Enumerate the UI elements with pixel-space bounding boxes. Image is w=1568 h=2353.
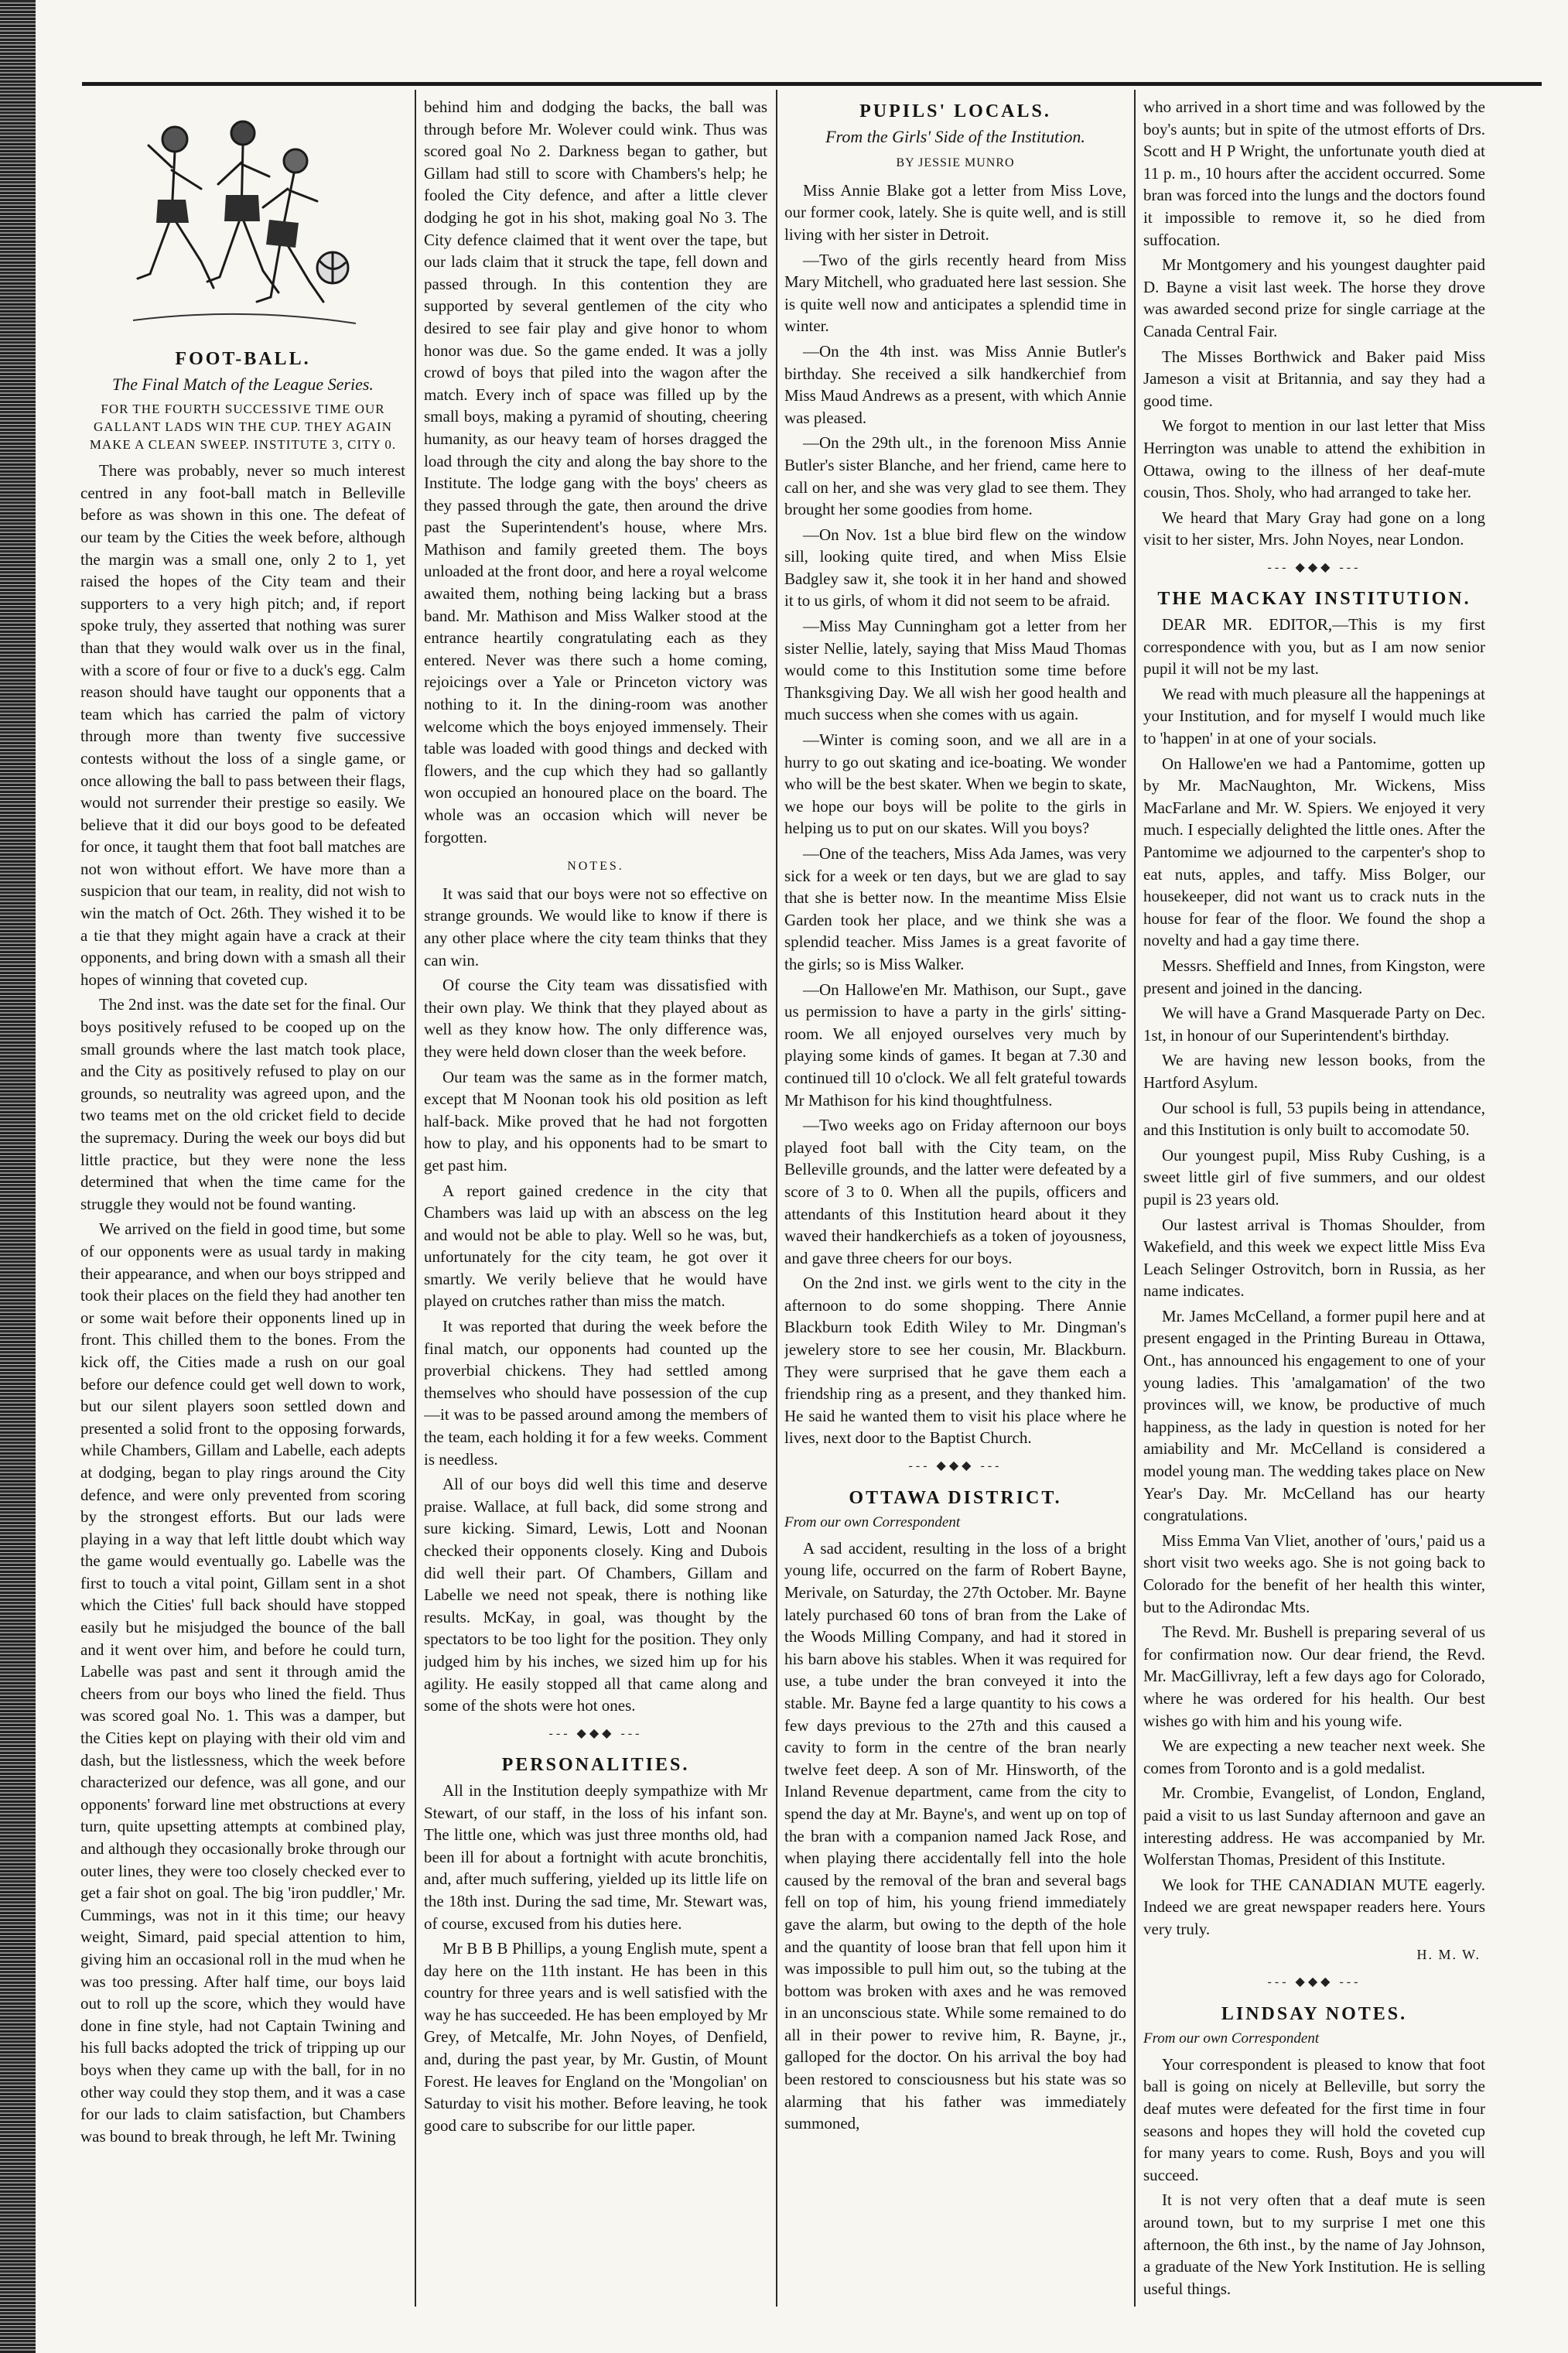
column-rule-1: [415, 90, 416, 2307]
section-ornament: --- ◆◆◆ ---: [1267, 560, 1361, 574]
section-ornament: --- ◆◆◆ ---: [1267, 1975, 1361, 1989]
locals-para-8: —One of the teachers, Miss Ada James, was very sick for a week or ten days, but we are glad to say that she is better now. In the meantime Miss Elsie Garden took her place, and we think she was a splendid teacher. Miss James is a great favorite of the girls; so is Miss Walker.: [784, 844, 1126, 973]
ottawa-para-2: Mr Montgomery and his youngest daughter paid D. Bayne a visit last week. The horse they drove was awarded second prize for single carriage at the Canada Central Fair.: [1143, 255, 1485, 340]
locals-para-4: —On the 29th ult., in the forenoon Miss Annie Butler's sister Blanche, and her friend, came here to call on her, and she was very glad to see them. They brought her some goodies from home.: [784, 433, 1126, 519]
pupils-locals-subhead: From the Girls' Side of the Institution.: [825, 126, 1085, 146]
locals-para-5: —On Nov. 1st a blue bird flew on the window sill, looking quite tired, and when Miss Elsie Badgley saw it, she took it in her hand and showed it to us girls, of whom it did not seem to be afraid.: [784, 525, 1126, 610]
column-3: [784, 96, 1126, 2307]
column-rule-3: [1134, 90, 1136, 2307]
mackay-para-2: We read with much pleasure all the happenings at your Institution, and for myself I would much like to 'happen' in at one of your socials.: [1143, 684, 1485, 748]
notes-para-2: Of course the City team was dissatisfied with their own play. We think that they played about as well as they know how. The only difference was, they were held down closer than the week before.: [424, 976, 767, 1061]
ottawa-para-1: A sad accident, resulting in the loss of a bright young life, occurred on the farm of Robert Bayne, Merivale, on Saturday, the 27th October. Mr. Bayne lately purchased 60 tons of bran from the Lake of the Woods Milling Company, and had it stored in his barn above his stables. When it was required for use, a tube under the bran conveyed it into the stable. Mr. Bayne fed a large quantity to his cows a few days previous to the 27th and this caused a cavity to form in the centre of the bran nearly twelve feet deep. A son of Mr. Hinsworth, of the Inland Revenue department, came from the city to spend the day at Mr. Bayne's, and went up on top of the bran with a companion named Jack Rose, and when playing there accidentally fell into the hole caused by the removal of the bran and several bags fell on top of him, his young friend immediately gave the alarm, but owing to the depth of the hole and the quantity of loose bran that fell upon him it was impossible to pull him out, so the tubing at the bottom was broken with axes and he was removed in an unconscious state. While some remained to do all in their power to revive him, R. Bayne, jr., galloped for the doctor. On his arrival the boy had been restored to consciousness but his state was so alarming that his father was immediately summoned,: [784, 1538, 1126, 2133]
locals-para-2: —Two of the girls recently heard from Miss Mary Mitchell, who graduated here last session. She is quite well now and anticipates a splendid time in winter.: [784, 250, 1126, 336]
notes-para-4: A report gained credence in the city that Chambers was laid up with an abscess on the leg and would not be able to play. Well so he was, but, unfortunately for the city team, he got over it smartly. We verily believe that he would have played on crutches rather than miss the match.: [424, 1181, 767, 1311]
mackay-signature: H. M. W.: [1416, 1946, 1481, 1962]
mackay-institution-heading: THE MACKAY INSTITUTION.: [1157, 589, 1471, 610]
lindsay-para-2: It is not very often that a deaf mute is seen around town, but to my surprise I met one this afternoon, the 6th inst., by the name of Jay Johnson, a graduate of the New York Institution. He is selling useful things.: [1143, 2191, 1485, 2298]
page-edge-border: [0, 0, 36, 2353]
football-players-illustration: [127, 99, 359, 339]
ottawa-correspondent: From our own Correspondent: [784, 1514, 961, 1531]
lindsay-para-1: Your correspondent is pleased to know that foot ball is going on nicely at Belleville, but sorry the deaf mutes were defeated for the first time in four seasons and hopes they will hold the coveted cup for many years to come. Rush, Boys and you will succeed.: [1143, 2054, 1485, 2184]
mackay-para-5: We will have a Grand Masquerade Party on Dec. 1st, in honour of our Superintendent's birthday.: [1143, 1004, 1485, 1045]
mackay-para-1: DEAR MR. EDITOR,—This is my first correspondence with you, but as I am now senior pupil it will not be my last.: [1143, 615, 1485, 679]
football-para-3: We arrived on the field in good time, but some of our opponents were as usual tardy in making their appearance, and when our boys stripped and took their places on the field they had another ten or some wait before their opponents lined up in front. This chilled them to the bones. From the kick off, the Cities made a rush on our goal before our defence could get well down to work, but our silent players soon settled down and presented a solid front to the opposing forwards, while Chambers, Gillam and Labelle, each adepts at dodging, began to play rings around the City defence, and were only prevented from scoring by the strongest efforts. But our lads were playing in a way that left little doubt which way the game would eventually go. Labelle was the first to touch a vital point, Gillam sent in a shot which the Cities' full back should have stopped easily but he misjudged the bounce of the ball and it went over him, and before he could turn, Labelle was past and sent it through amid the cheers from our boys who lined the field. Thus was scored goal No. 1. This was a damper, but the Cities kept on playing with their old vim and dash, but the listlessness, which the week before characterized our defence, was all gone, and our opponents' forward line met obstructions at every turn, quite upsetting attempts at combined play, and although they occasionally broke through our outer lines, they were too closely checked ever to get a fair shot on goal. The big 'iron puddler,' Mr. Cummings, was not in it this time; our heavy weight, Simard, paid special attention to him, giving him an occasional roll in the mud when he was too pressing. After half time, our boys laid out to roll up the score, which they would have done in fine style, had not Captain Twining and his full backs adopted the trick of tripping up our boys when they came up with the ball, for in no other way could they stop them, and it was a case for our lads to claim satisfaction, but Chambers was bound to break through, he left Mr. Twining: [80, 1219, 405, 2146]
pupils-locals-heading: PUPILS' LOCALS.: [859, 101, 1051, 121]
mackay-para-4: Messrs. Sheffield and Innes, from Kingston, were present and joined in the dancing.: [1143, 956, 1485, 997]
mackay-para-8: Our youngest pupil, Miss Ruby Cushing, is a sweet little girl of five summers, and our oldest pupil is 23 years old.: [1143, 1145, 1485, 1209]
locals-para-3: —On the 4th inst. was Miss Annie Butler's birthday. She received a silk handkerchief from Miss Maud Andrews as a present, with which Annie was pleased.: [784, 341, 1126, 427]
section-ornament: --- ◆◆◆ ---: [908, 1459, 1003, 1473]
notes-heading: NOTES.: [567, 860, 624, 874]
locals-para-11: On the 2nd inst. we girls went to the city in the afternoon to do some shopping. There Annie Blackburn took Edith Wiley to Mr. Dingman's jewelery store to see her cousin, Mr. Blackburn. They were surprised that he gave them each a friendship ring as a present, and they thanked him. He said he wanted them to visit his place where he lives, next door to the Baptist Church.: [784, 1274, 1126, 1448]
notes-para-5: It was reported that during the week before the final match, our opponents had counted up the proverbial chickens. They had settled among themselves who should have possession of the cup—it was to be passed around among the members of the team, each holding it for a few weeks. Comment is needless.: [424, 1317, 767, 1469]
mackay-para-11: Miss Emma Van Vliet, another of 'ours,' paid us a short visit two weeks ago. She is not going back to Colorado for the benefit of her health this winter, but to the Adirondac Mts.: [1143, 1530, 1485, 1616]
lindsay-notes-heading: LINDSAY NOTES.: [1221, 2003, 1408, 2024]
column-4: [1143, 96, 1485, 2307]
football-headline: FOOT-BALL.: [175, 349, 311, 369]
mackay-para-12: The Revd. Mr. Bushell is preparing several of us for confirmation now. Our dear friend, the Revd. Mr. MacGillivray, left a few days ago for Colorado, where he was ordered for his health. Our best wishes go with him and his young wife.: [1143, 1623, 1485, 1730]
mackay-para-15: We look for THE CANADIAN MUTE eagerly. Indeed we are great newspaper readers here. Yours very truly.: [1143, 1875, 1485, 1938]
mackay-para-13: We are expecting a new teacher next week. She comes from Toronto and is a gold medalist.: [1143, 1736, 1485, 1777]
football-summary: FOR THE FOURTH SUCCESSIVE TIME OUR GALLANT LADS WIN THE CUP. THEY AGAIN MAKE A CLEAN SWEEP. INSTITUTE 3, CITY 0.: [89, 402, 397, 453]
header-rule: [82, 82, 1542, 86]
football-continued: behind him and dodging the backs, the ball was through before Mr. Wolever could wink. Thus was scored goal No 2. Darkness began to gather, but Gillam had still to score with Chambers's help; he fooled the City defence, and after a little clever dodging he got in his shot, making goal No 3. The City defence claimed that it went over the tape, but our lads claim that it struck the tape, fell down and passed through. In this contention they are supported by several gentlemen of the city who desired to see fair play and give honor to whom honor was due. So the game ended. It was a jolly crowd of boys that piled into the wagon after the match. Every inch of space was filled up by the small boys, making a pyramid of shouting, cheering humanity, as our heavy team of horses dragged the load through the city and along the bay shore to the Institute. The lodge gang with the boys' cheers as they passed through the gate, then around the drive past the Superintendent's house, where Mrs. Mathison and family greeted them. The boys unloaded at the front door, and here a royal welcome awaited them, nothing being lacking but a brass band. Mr. Mathison and Miss Walker stood at the entrance heartily congratulating each as they entered. Never was there such a home coming, rejoicings over a Yale or Princeton victory was nothing to it. In the dining-room was another welcome which the boys enjoyed immensely. Their table was loaded with good things and decked with flowers, and the cup which they had so gallantly won occupied an honoured place on the board. The whole was an occasion which will never be forgotten.: [424, 97, 767, 846]
locals-para-6: —Miss May Cunningham got a letter from her sister Nellie, lately, saying that Miss Maud Thomas would come to this Institution some time before Thanksgiving Day. We all wish her good health and much success when she comes with us again.: [784, 617, 1126, 724]
notes-para-3: Our team was the same as in the former match, except that M Noonan took his old position as left half-back. Mike proved that he had not forgotten how to play, and his opponents had to be smart to get past him.: [424, 1067, 767, 1175]
mackay-para-10: Mr. James McCelland, a former pupil here and at present engaged in the Printing Bureau in Ottawa, Ont., has announced his engagement to one of your young ladies. This 'amalgamation' of the two provinces will, we know, be productive of much happiness, as the lady in question is noted for her amiability and Mr. McCelland is considered a model young man. The wedding takes place on New Year's Day. Mr. McCelland has our hearty congratulations.: [1143, 1306, 1485, 1525]
football-para-1: There was probably, never so much interest centred in any foot-ball match in Belleville before as was shown in this one. The defeat of our team by the Cities the week before, although the margin was a small one, only 2 to 1, yet raised the hopes of the City team and their supporters to a very high pitch; and, if report spoke truly, they asserted that nothing was surer than that they would walk over us in the final, with a score of four or five to a duck's egg. Calm reason should have taught our opponents that a team which has carried the palm of victory through more than twenty five successive contests without the loss of a single game, or once allowing the ball to pass between their flags, would not surrender their prestige so easily. We believe that it did our boys good to be defeated for once, it taught them that foot ball matches are not won without effort. We have more than a suspicion that our team, in reality, did not wish to win the match of Oct. 26th. They wished it to be a tie that they might again have a crack at their opponents, and bring down with a smash all their hopes of winning that coveted cup.: [80, 461, 405, 989]
pupils-locals-byline: BY JESSIE MUNRO: [896, 156, 1015, 170]
ottawa-para-3: The Misses Borthwick and Baker paid Miss Jameson a visit at Britannia, and say they had a good time.: [1143, 347, 1485, 410]
column-1: [80, 96, 405, 2307]
personalities-heading: PERSONALITIES.: [501, 1755, 690, 1776]
football-subhead: The Final Match of the League Series.: [112, 374, 374, 394]
section-ornament: --- ◆◆◆ ---: [548, 1726, 643, 1740]
lindsay-correspondent: From our own Correspondent: [1143, 2030, 1320, 2047]
personalities-para-2: Mr B B B Phillips, a young English mute, spent a day here on the 11th instant. He has been in this country for three years and is well satisfied with the way he has succeeded. He has been employed by Mr Grey, of Metcalfe, Mr. John Noyes, of Denfield, and, during the past year, by Mr. Gustin, of Mount Forest. He leaves for England on the 'Mongolian' on Saturday to visit his mother. Before leaving, he took good care to subscribe for our little paper.: [424, 1939, 767, 2135]
locals-para-7: —Winter is coming soon, and we all are in a hurry to go out skating and ice-boating. We wonder who will be the best skater. When we begin to skate, we hope our boys will be polite to the girls in helping us to put on our skates. Will you boys?: [784, 730, 1126, 838]
football-para-2: The 2nd inst. was the date set for the final. Our boys positively refused to be cooped up on the small grounds where the last match took place, and the City as positively refused to play on our grounds, so neutrality was agreed upon, and the two teams met on the old cricket field to decide the supremacy. During the week our boys did but little practice, but they were none the less determined that when the time came for the struggle they would not be found wanting.: [80, 995, 405, 1213]
column-2: [424, 96, 767, 2307]
locals-para-9: —On Hallowe'en Mr. Mathison, our Supt., gave us permission to have a party in the girls' sitting-room. We all enjoyed ourselves very much by playing some kinds of games. It began at 7.30 and continued till 10 o'clock. We all felt grateful towards Mr Mathison for his kind thoughtfulness.: [784, 980, 1126, 1110]
notes-para-1: It was said that our boys were not so effective on strange grounds. We would like to know if there is any other place where the city team thinks that they can win.: [424, 884, 767, 970]
ottawa-district-heading: OTTAWA DISTRICT.: [849, 1487, 1062, 1508]
column-rule-2: [776, 90, 777, 2307]
mackay-para-7: Our school is full, 53 pupils being in attendance, and this Institution is only built to accomodate 50.: [1143, 1098, 1485, 1140]
mackay-para-14: Mr. Crombie, Evangelist, of London, England, paid a visit to us last Sunday afternoon and gave an interesting address. He was accompanied by Mr. Wolferstan Thomas, President of this Institute.: [1143, 1784, 1485, 1869]
locals-para-10: —Two weeks ago on Friday afternoon our boys played foot ball with the City team, on the Belleville grounds, and the latter were defeated by a score of 3 to 0. When all the pupils, officers and attendants of this Institution heard about it they waved their handkerchiefs as a token of joyousness, and gave three cheers for our boys.: [784, 1116, 1126, 1267]
ottawa-continued: who arrived in a short time and was followed by the boy's aunts; but in spite of the utmost efforts of Drs. Scott and H P Wright, the unfortunate youth died at 11 p. m., 10 hours after the accident occurred. Some bran was forced into the lungs and the doctors found it impossible to remove it, so he died from suffocation.: [1143, 97, 1485, 249]
locals-para-1: Miss Annie Blake got a letter from Miss Love, our former cook, lately. She is quite well, and is still living with her sister in Detroit.: [784, 180, 1126, 244]
mackay-para-9: Our lastest arrival is Thomas Shoulder, from Wakefield, and this week we expect little Miss Eva Leach Selinger Ostrovitch, born in Russia, as her name indicates.: [1143, 1215, 1485, 1301]
personalities-para-1: All in the Institution deeply sympathize with Mr Stewart, of our staff, in the loss of his infant son. The little one, which was just three months old, had been ill for about a fortnight with acute bronchitis, and, after much suffering, yielded up its little life on the 18th inst. During the sad time, Mr. Stewart was, of course, excused from his duties here.: [424, 1780, 767, 1933]
mackay-para-6: We are having new lesson books, from the Hartford Asylum.: [1143, 1051, 1485, 1092]
ottawa-para-5: We heard that Mary Gray had gone on a long visit to her sister, Mrs. John Noyes, near London.: [1143, 508, 1485, 549]
mackay-para-3: On Hallowe'en we had a Pantomime, gotten up by Mr. MacNaughton, Mr. Wickens, Miss MacFarlane and Mr. W. Spiers. We enjoyed it very much. I especially delighted the little ones. After the Pantomime we adjourned to the carpenter's shop to eat nuts, apples, and taffy. Miss Bolger, our housekeeper, did not want us to crack nuts in the house for fear of the floor. We found the shop a novelty and had a gay time there.: [1143, 754, 1485, 950]
ottawa-para-4: We forgot to mention in our last letter that Miss Herrington was unable to attend the exhibition in Ottawa, owing to the illness of her deaf-mute cousin, Thos. Sholy, who had arranged to take her.: [1143, 416, 1485, 502]
notes-para-6: All of our boys did well this time and deserve praise. Wallace, at full back, did some strong and sure kicking. Simard, Lewis, Lott and Noonan checked their opponents closely. King and Dubois did well their part. Of Chambers, Gillam and Labelle we need not speak, there is nothing like results. McKay, in goal, was thought by the spectators to be too light for the position. They only judged him by his inches, we sized him up for his agility. He easily stopped all that came along and some of the shots were hot ones.: [424, 1475, 767, 1715]
